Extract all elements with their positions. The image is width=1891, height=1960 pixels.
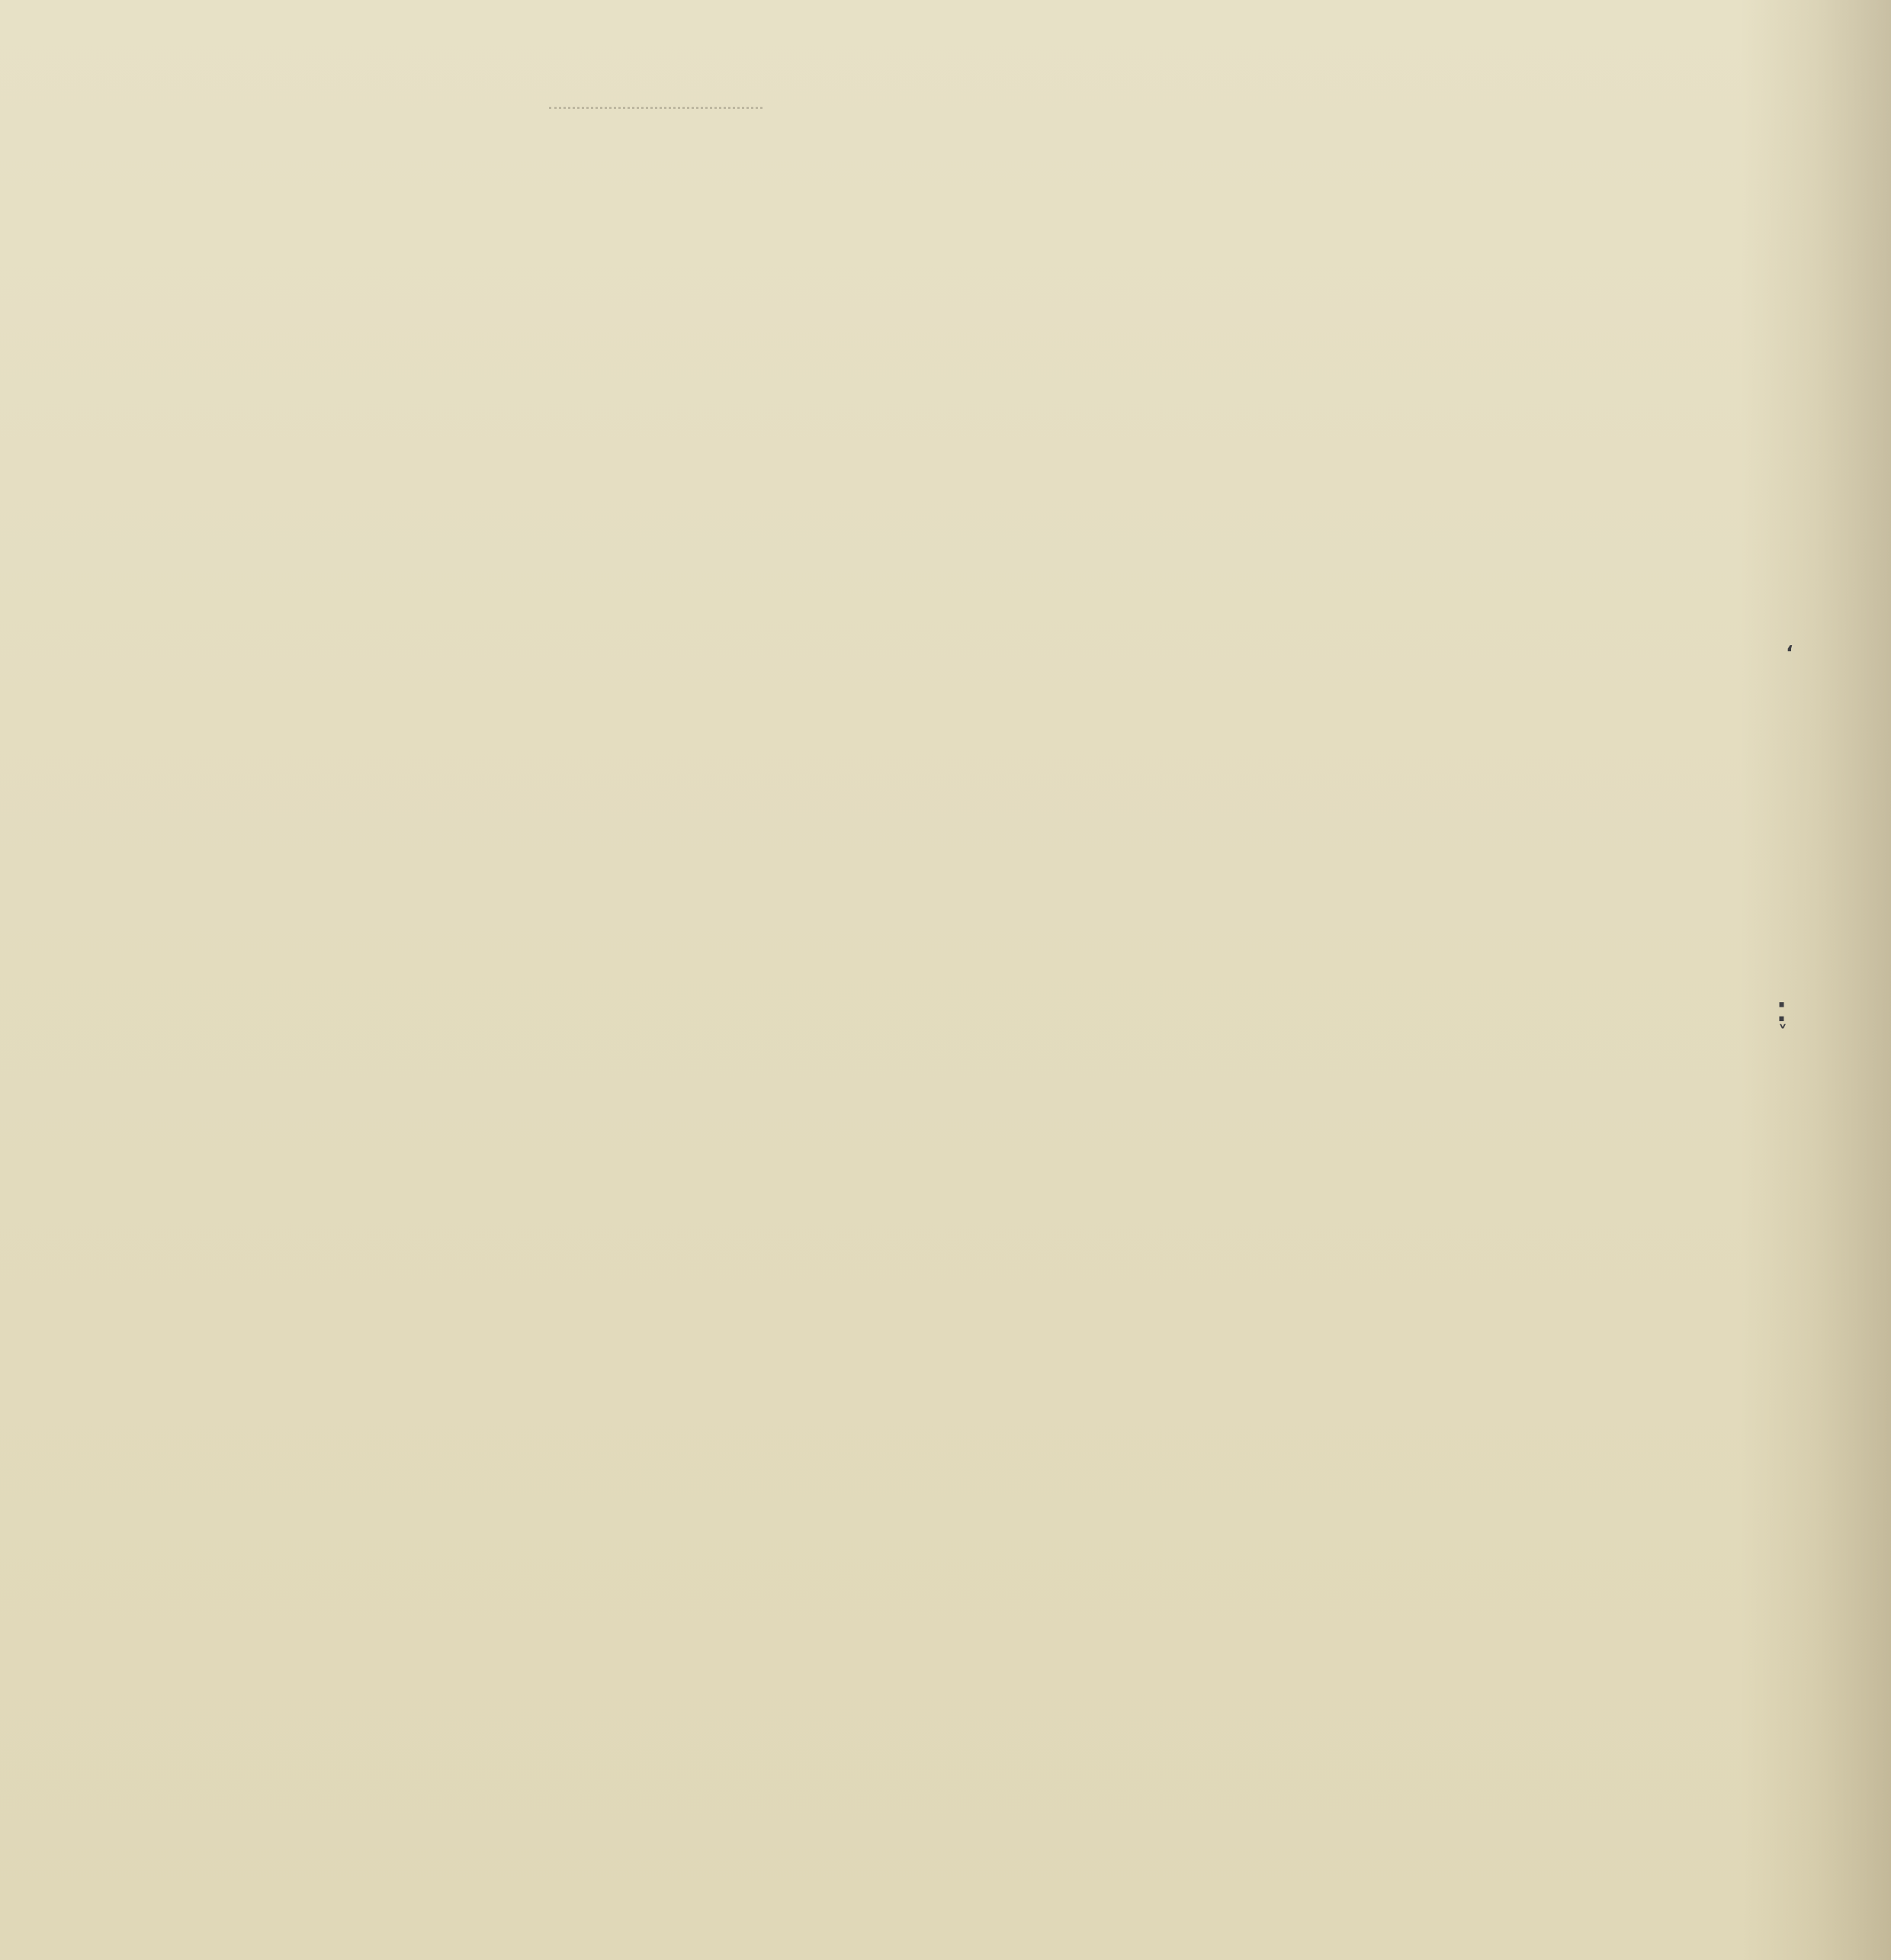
margin-mark: ⁚: [1777, 998, 1783, 1028]
margin-mark: ˅: [1778, 1022, 1787, 1043]
margin-mark: ‘: [1786, 642, 1793, 665]
